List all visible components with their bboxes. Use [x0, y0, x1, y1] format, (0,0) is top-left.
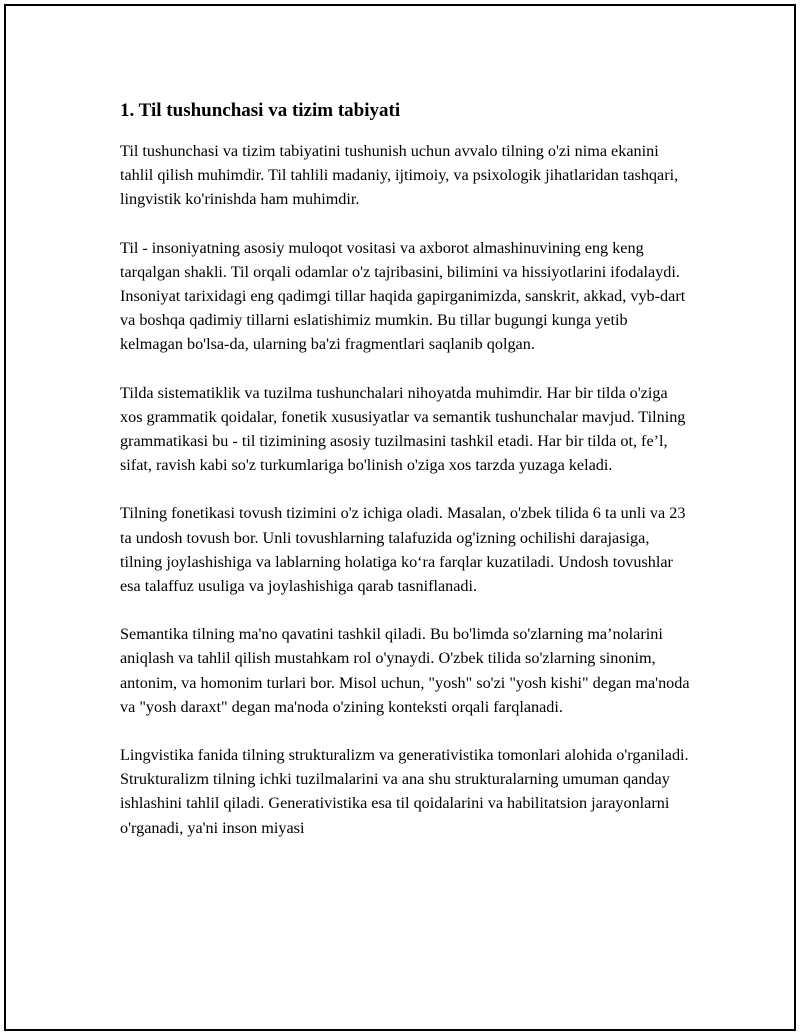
paragraph-6: Lingvistika fanida tilning strukturalizm va generativistika tomonlari alohida o'rganiladi. Strukturalizm tilning ichki tuzilmalarini va ana shu strukturalarning umuman qanday ishlashini tahlil qiladi. Generativistika esa til qoidalarini va habilitatsion jarayonlarni o'rganadi, ya'ni inson miyasi: [120, 746, 689, 837]
page-content: [120, 99, 692, 864]
paragraph-5: Semantika tilning ma'no qavatini tashkil qiladi. Bu bo'limda so'zlarning ma’nolarini aniqlash va tahlil qilish mustahkam rol o'ynaydi. O'zbek tilida so'zlarning sinonim, antonim, va homonim turlari bor. Misol uchun, "yosh" so'zi "yosh kishi" degan ma'noda va "yosh daraxt" degan ma'noda o'zining konteksti orqali farqlanadi.: [120, 625, 690, 716]
paragraph-4: Tilning fonetikasi tovush tizimini o'z ichiga oladi. Masalan, o'zbek tilida 6 ta unli va 23 ta undosh tovush bor. Unli tovushlarning talafuzida og'izning ochilishi darajasiga, tilning joylashishiga va lablarning holatiga ko‘ra farqlar kuzatiladi. Undosh tovushlar esa talaffuz usuliga va joylashishiga qarab tasniflanadi.: [120, 504, 686, 596]
paragraph-1: Til tushunchasi va tizim tabiyatini tushunish uchun avvalo tilning o'zi nima ekanini tahlil qilish muhimdir. Til tahlili madaniy, ijtimoiy, va psixologik jihatlaridan tashqari, lingvistik ko'rinishda ham muhimdir.: [120, 142, 679, 209]
document-page: [4, 4, 796, 1031]
paragraph-2: Til - insoniyatning asosiy muloqot vositasi va axborot almashinuvining eng keng tarqalgan shakli. Til orqali odamlar o'z tajribasini, bilimini va hissiyotlarini ifodalaydi. Insoniyat tarixidagi eng qadimgi tillar haqida gapirganimizda, sanskrit, akkad, vyb-dart va boshqa qadimiy tillarni eslatishimiz mumkin. Bu tillar bugungi kunga yetib kelmagan bo'lsa-da, ularning ba'zi fragmentlari saqlanib qolgan.: [120, 238, 686, 354]
paragraph-3: Tilda sistematiklik va tuzilma tushunchalari nihoyatda muhimdir. Har bir tilda o'ziga xos grammatik qoidalar, fonetik xususiyatlar va semantik tushunchalar mavjud. Tilning grammatikasi bu - til tizimining asosiy tuzilmasini tashkil etadi. Har bir tilda ot, fe’l, sifat, ravish kabi so'z turkumlariga bo'linish o'ziga xos tarzda yuzaga keladi.: [120, 383, 686, 475]
section-heading: 1. Til tushunchasi va tizim tabiyati: [120, 100, 401, 121]
